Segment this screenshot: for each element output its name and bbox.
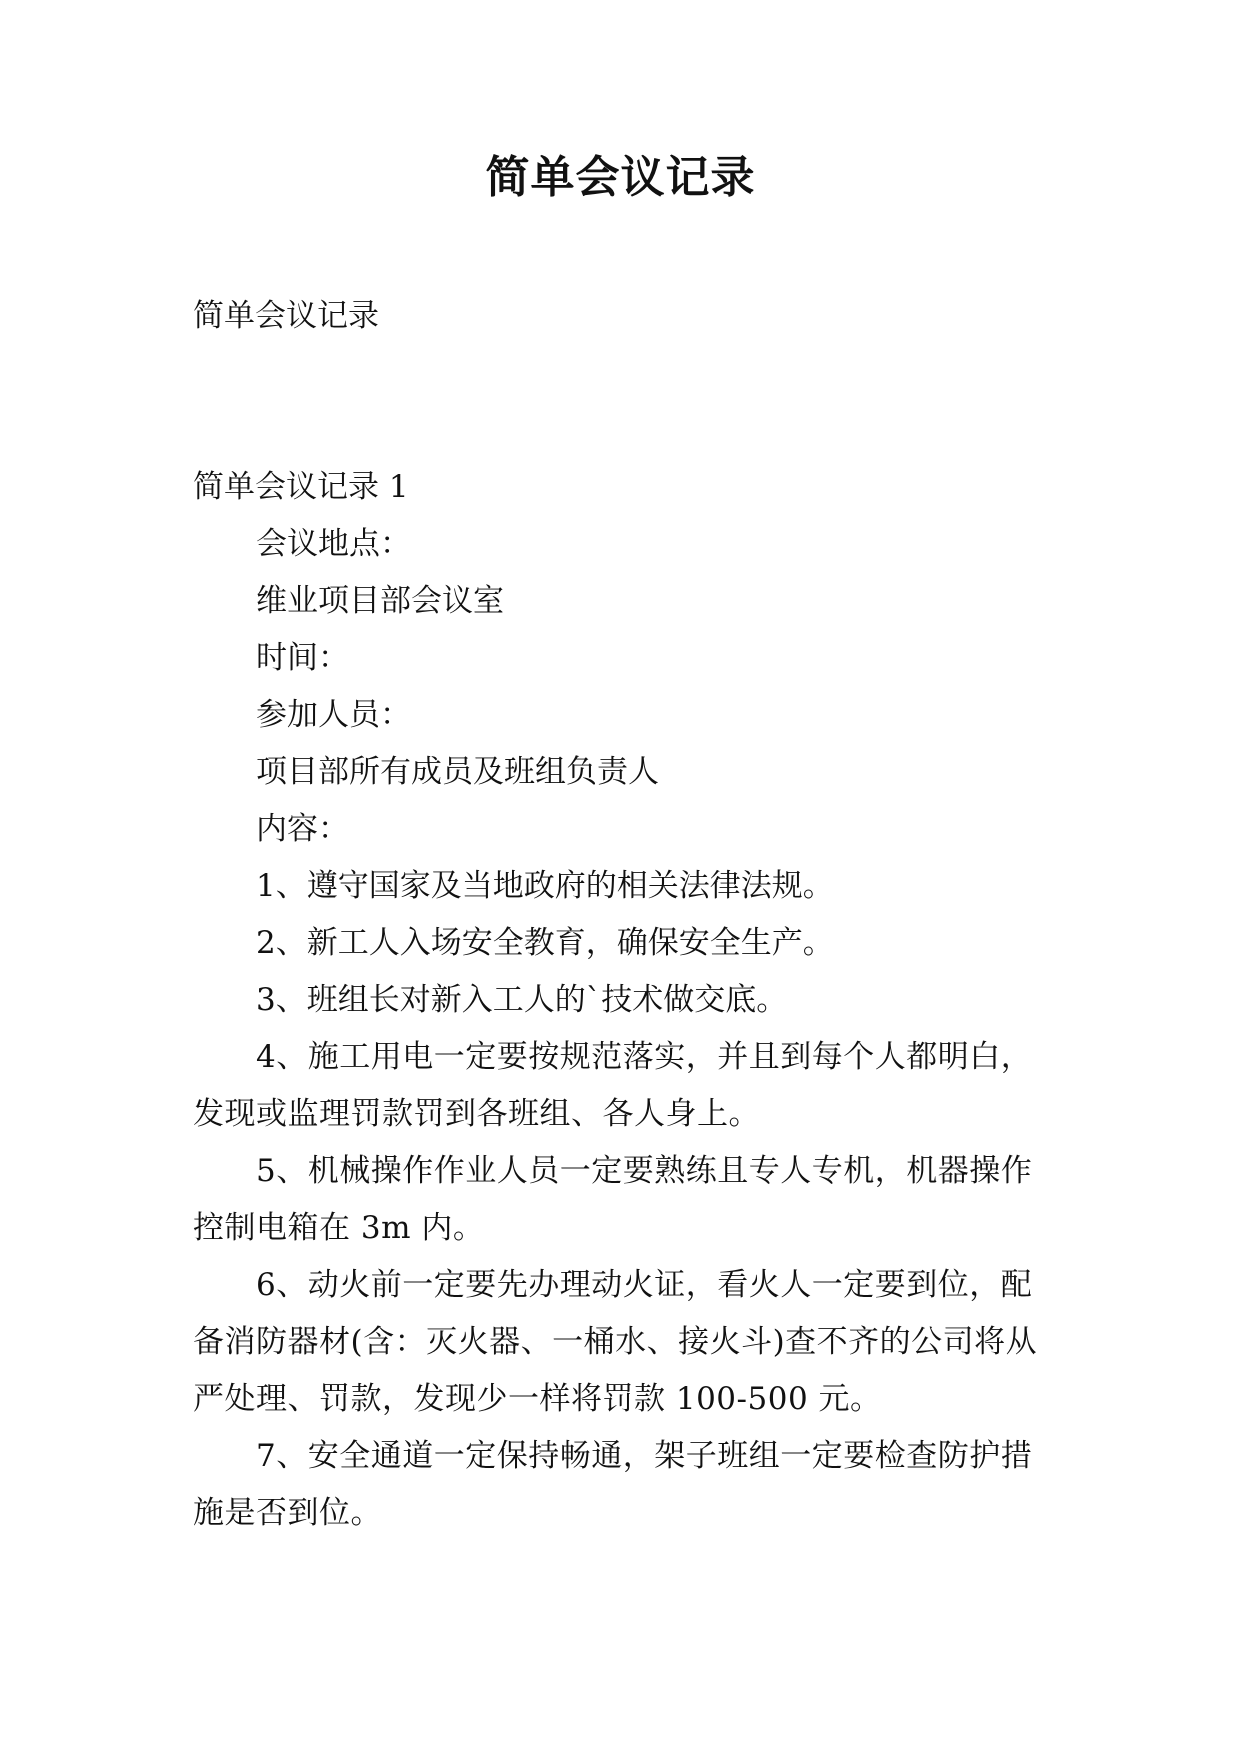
content-item-3: 3、班组长对新入工人的`技术做交底。 [256,982,788,1018]
meeting-location-value: 维业项目部会议室 [256,583,504,619]
content-item-6: 6、动火前一定要先办理动火证，看火人一定要到位，配备消防器材(含：灭火器、一桶水、接火斗)查不齐的公司将从严处理、罚款，发现少一样将罚款 100-500 元。 [193,1267,1038,1417]
subtitle: 简单会议记录 [193,298,379,334]
content-item-7: 7、安全通道一定保持畅通，架子班组一定要检查防护措施是否到位。 [193,1438,1033,1531]
content-item-2: 2、新工人入场安全教育，确保安全生产。 [256,925,834,961]
content-item-4: 4、施工用电一定要按规范落实，并且到每个人都明白，发现或监理罚款罚到各班组、各人身上。 [193,1039,1033,1132]
document-body [193,288,1053,1542]
participants-value: 项目部所有成员及班组负责人 [256,754,659,790]
document-title: 简单会议记录 [485,152,756,203]
participants-label: 参加人员： [256,697,411,733]
content-item-5: 5、机械操作作业人员一定要熟练且专人专机，机器操作控制电箱在 3m 内。 [193,1153,1033,1246]
content-label: 内容： [256,811,349,847]
time-label: 时间： [256,640,349,676]
meeting-location-label: 会议地点： [256,526,411,562]
content-item-1: 1、遵守国家及当地政府的相关法律法规。 [256,868,834,904]
section-title: 简单会议记录 1 [193,469,409,505]
